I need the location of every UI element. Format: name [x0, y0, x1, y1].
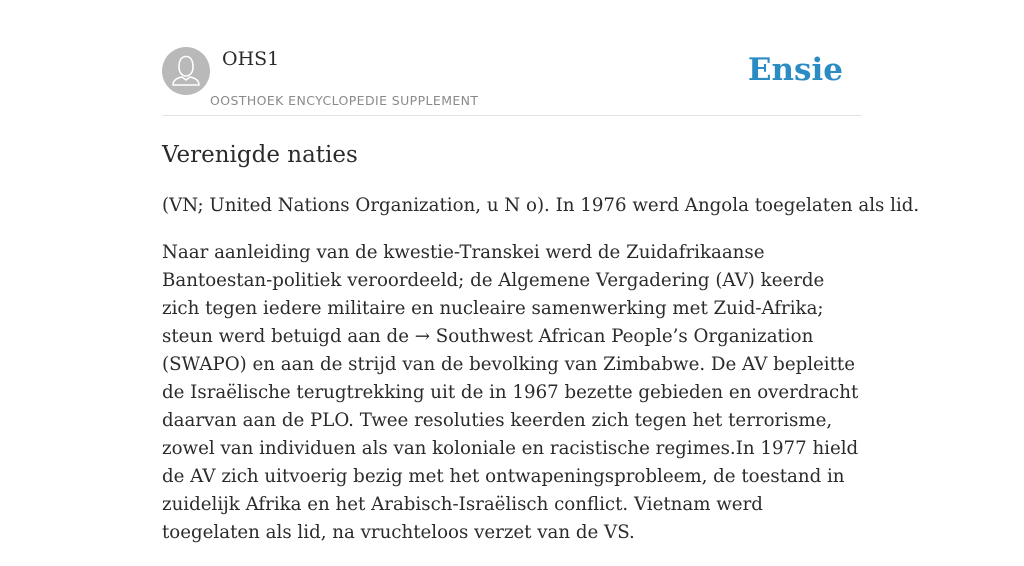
- author-avatar[interactable]: [162, 47, 210, 95]
- article-title: Verenigde naties: [162, 142, 358, 168]
- user-silhouette-icon: [162, 47, 210, 95]
- article-body: [162, 192, 920, 566]
- article-paragraph-2: Naar aanleiding van de kwestie-Transkei werd de Zuidafrikaanse Bantoestan-politiek veroordeeld; de Algemene Vergadering (AV) keerde zich tegen iedere militaire en nucleaire samenwerking met Zuid-Afrika; steun werd betuigd aan de → Southwest African People’s Organization (SWAPO) en aan de strijd van de bevolking van Zimbabwe. De AV bepleitte de Israëlische terugtrekking uit de in 1967 bezette gebieden en overdracht daarvan aan de PLO. Twee resoluties keerden zich tegen het terrorisme, zowel van individuen als van koloniale en racistische regimes.In 1977 hield de AV zich uitvoerig bezig met het ontwapeningsprobleem, de toestand in zuidelijk Afrika en het Arabisch-Israëlisch conflict. Vietnam werd toegelaten als lid, na vruchteloos verzet van de VS.: [162, 242, 859, 543]
- source-label[interactable]: OOSTHOEK ENCYCLOPEDIE SUPPLEMENT: [210, 93, 479, 108]
- author-name[interactable]: OHS1: [222, 48, 280, 70]
- article-paragraph-1: (VN; United Nations Organization, u N o). In 1976 werd Angola toegelaten als lid.: [162, 195, 920, 216]
- article-header: [162, 46, 862, 116]
- brand-logo[interactable]: Ensie: [747, 52, 843, 88]
